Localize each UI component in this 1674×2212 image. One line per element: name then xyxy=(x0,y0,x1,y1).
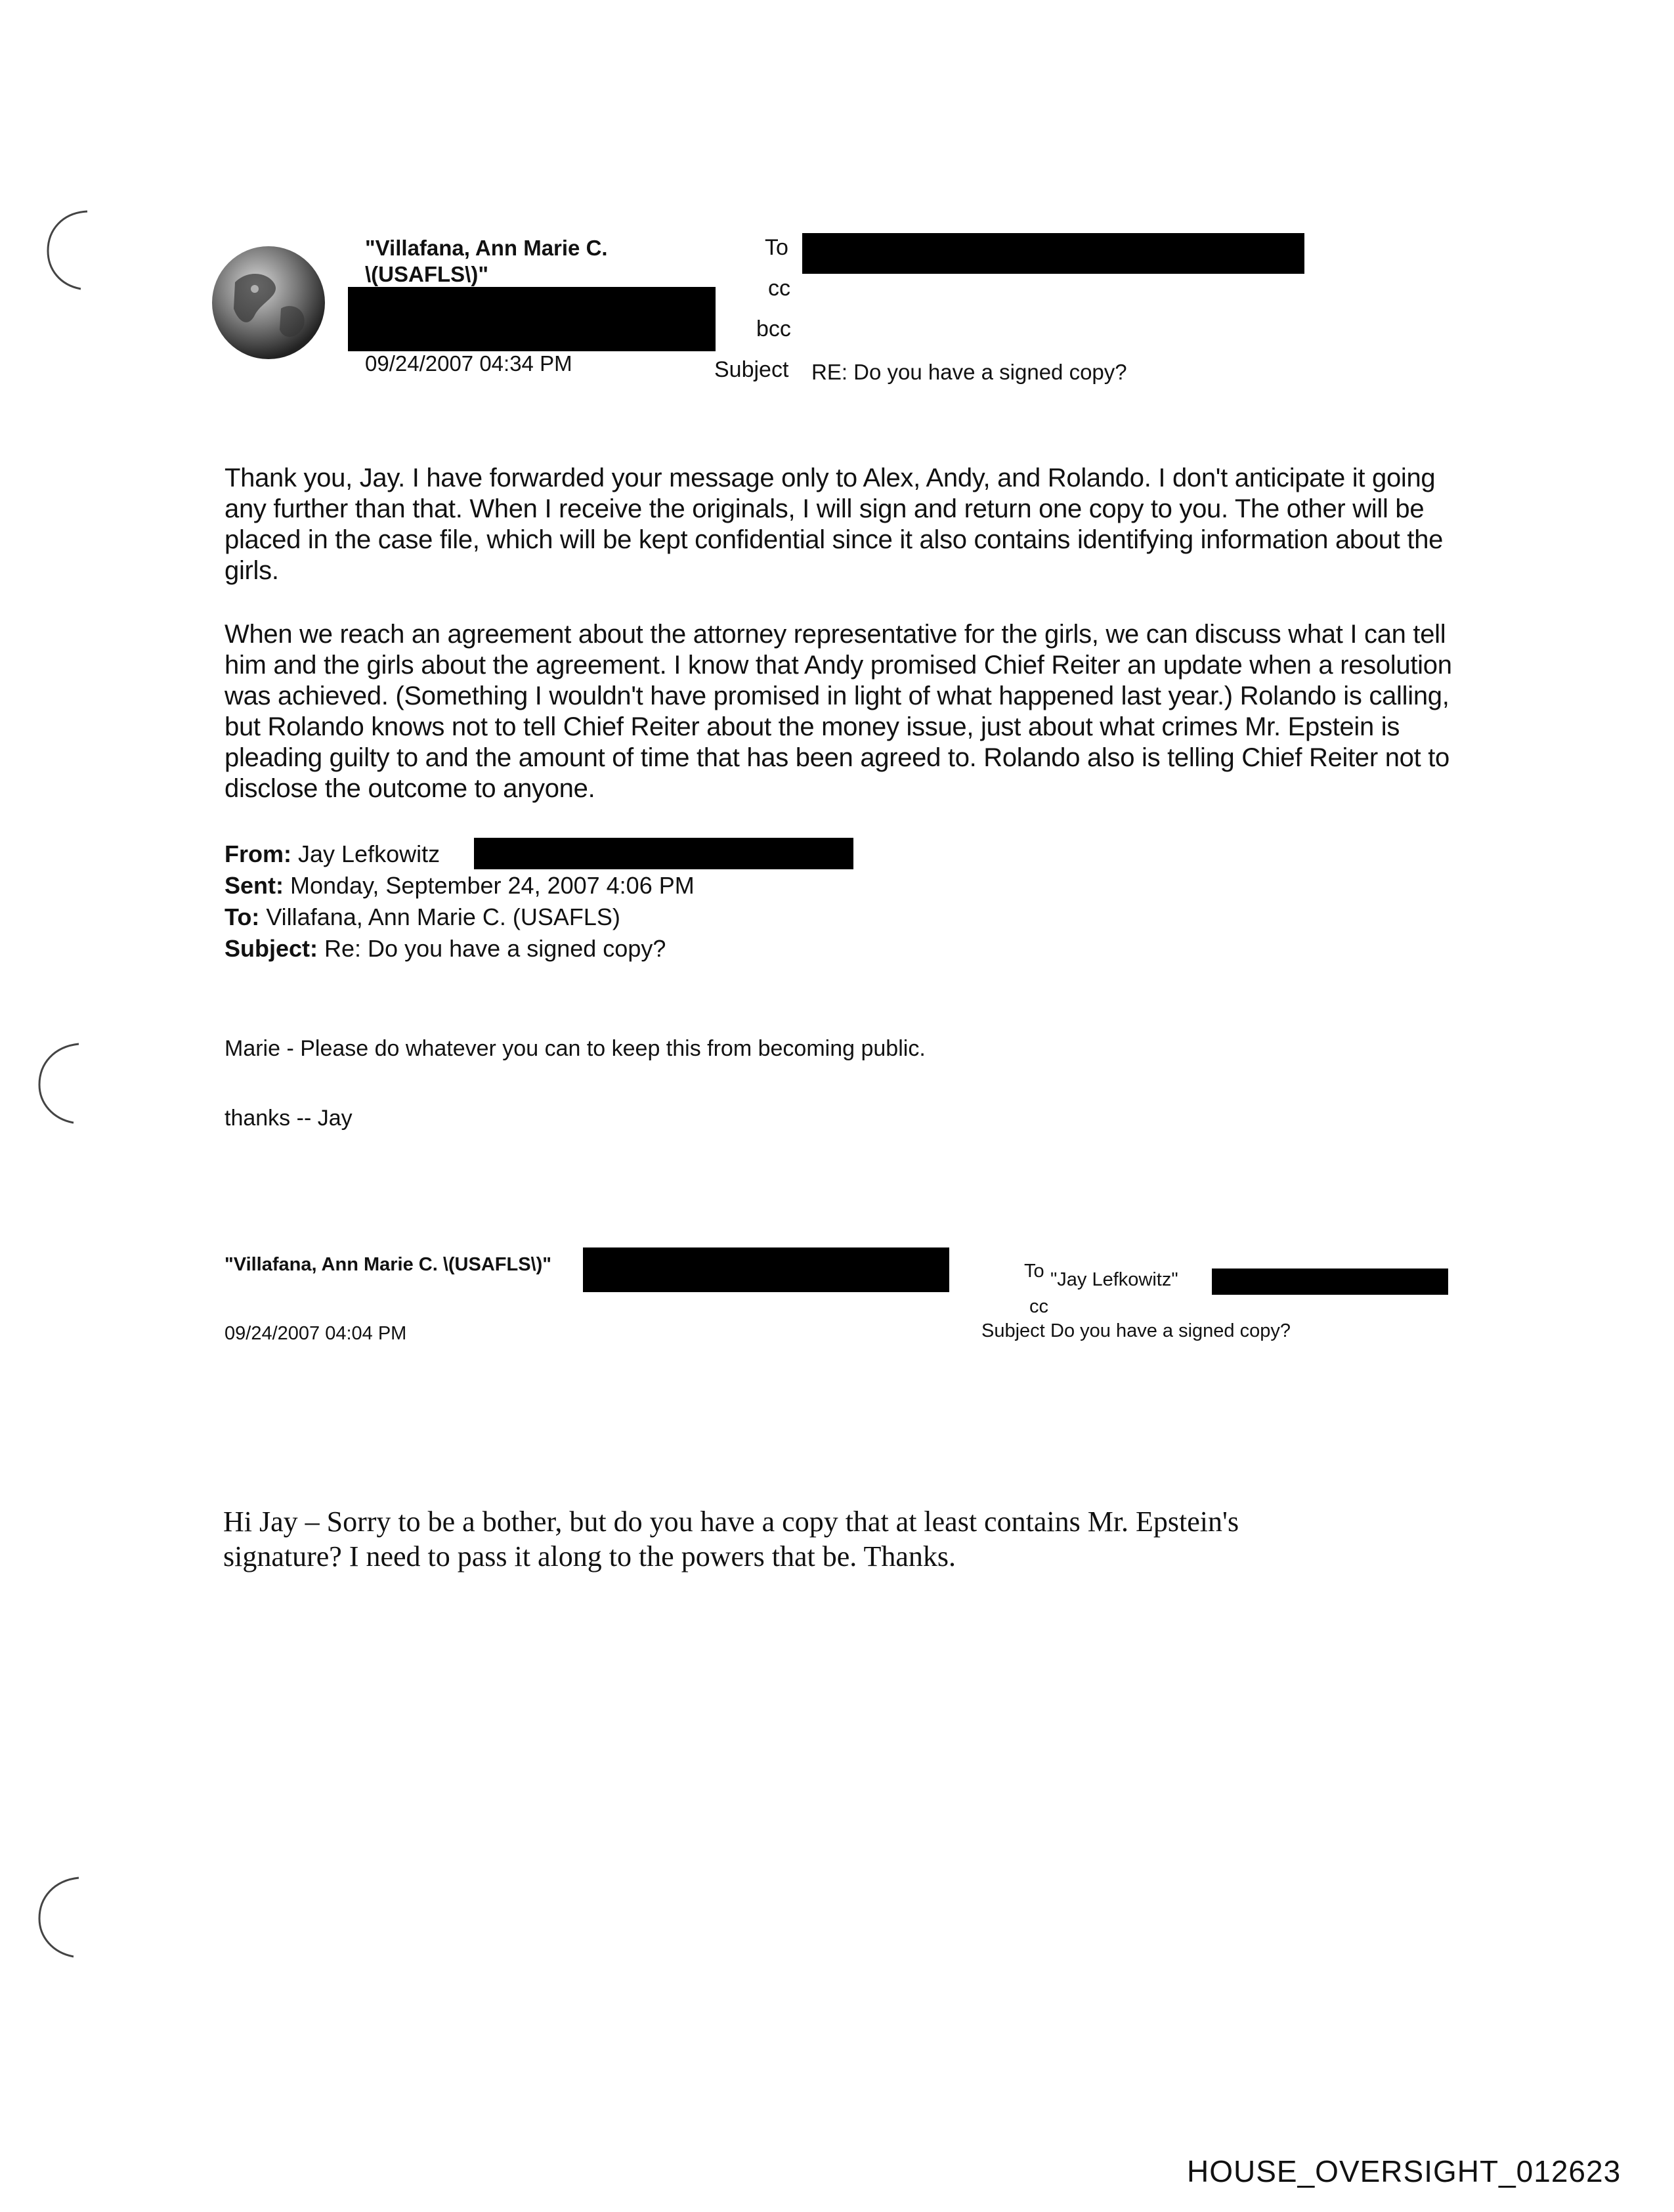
email2-message: Hi Jay – Sorry to be a bother, but do you have a copy that at least contains Mr. Epstein's signature? I need to pass it along to the powers that be. Thanks. xyxy=(223,1506,1239,1572)
forwarded-from: From: Jay Lefkowitz xyxy=(225,840,440,867)
redaction-block xyxy=(802,233,1304,274)
email1-subject-label: Subject xyxy=(714,357,789,382)
sender-avatar-globe-icon xyxy=(209,243,328,362)
email2-date: 09/24/2007 04:04 PM xyxy=(225,1323,407,1344)
email1-bcc-label: bcc xyxy=(756,316,791,341)
email1-sender-name: "Villafana, Ann Marie C. \(USAFLS\)" xyxy=(365,236,608,286)
forwarded-to: To: Villafana, Ann Marie C. (USAFLS) xyxy=(225,903,620,930)
binder-hole-mark-bottom xyxy=(26,1871,85,1963)
redaction-block xyxy=(1212,1269,1448,1295)
binder-hole-mark-top xyxy=(36,204,95,295)
email1-paragraph: Thank you, Jay. I have forwarded your message only to Alex, Andy, and Rolando. I don't anticipate it going any further than that. When I receive the originals, I will sign and return one copy to you. The other will be placed in the case file, which will be kept confidential since it also contains identifying information about the girls. xyxy=(225,464,1444,585)
email2-to-label: To xyxy=(1024,1261,1044,1282)
bates-number: HOUSE_OVERSIGHT_012623 xyxy=(1187,2154,1621,2188)
forwarded-sent: Sent: Monday, September 24, 2007 4:06 PM xyxy=(225,872,695,899)
forwarded-subject: Subject: Re: Do you have a signed copy? xyxy=(225,935,666,962)
email2-cc-label: cc xyxy=(1029,1296,1048,1317)
email1-cc-label: cc xyxy=(768,276,790,301)
email2-to-value: "Jay Lefkowitz" xyxy=(1050,1269,1178,1290)
email2-sender-name: "Villafana, Ann Marie C. \(USAFLS\)" xyxy=(225,1254,552,1275)
email2-subject-value: Do you have a signed copy? xyxy=(1050,1320,1291,1341)
redaction-block xyxy=(583,1247,949,1292)
email1-to-label: To xyxy=(765,235,788,260)
redaction-block xyxy=(348,287,716,351)
email1-date: 09/24/2007 04:34 PM xyxy=(365,351,572,376)
email1-subject: RE: Do you have a signed copy? xyxy=(811,360,1127,384)
binder-hole-mark-middle xyxy=(26,1037,85,1129)
redaction-block xyxy=(474,838,853,869)
email1-paragraph: When we reach an agreement about the attorney representative for the girls, we can discuss what I can tell him and the girls about the agreement. I know that Andy promised Chief Reiter an update when a resolution was achieved. (Something I wouldn't have promised in light of what happened last year.) Rolando is calling, but Rolando knows not to tell Chief Reiter about the money issue, just about what crimes Mr. Epstein is pleading guilty to and the amount of time that has been agreed to. Rolando also is telling Chief Reiter not to disclose the outcome to anyone. xyxy=(225,620,1452,803)
forwarded-message-line: Marie - Please do whatever you can to keep this from becoming public. xyxy=(225,1036,926,1061)
forwarded-message-line: thanks -- Jay xyxy=(225,1106,353,1131)
email2-subject-label: Subject xyxy=(981,1320,1045,1341)
